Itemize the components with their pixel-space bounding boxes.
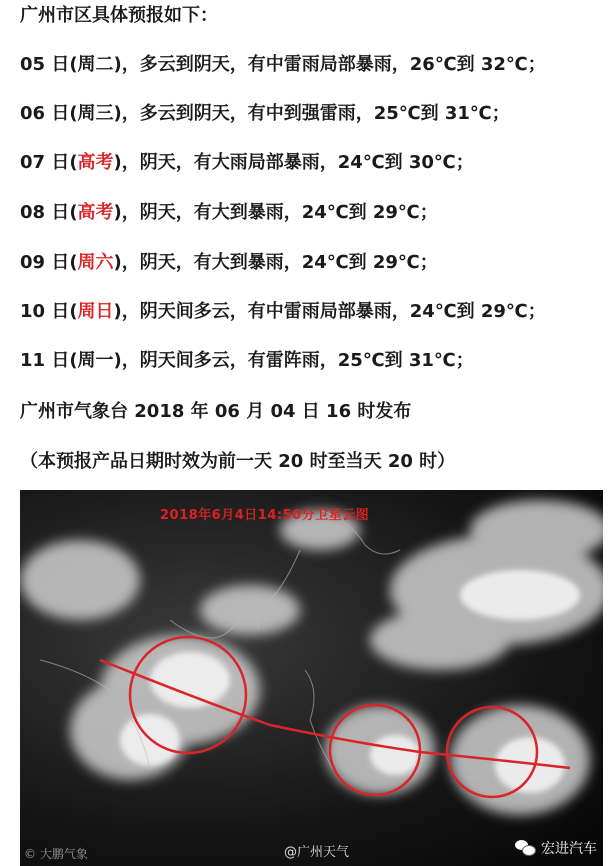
forecast-weekday: 高考 xyxy=(77,152,114,173)
forecast-detail: )，多云到阴天，有中到强雷雨，25℃到 31℃； xyxy=(113,103,510,124)
watermark-left: © 大鹏气象 xyxy=(24,847,88,861)
forecast-weekday: 高考 xyxy=(77,202,114,223)
forecast-weekday: 周二 xyxy=(77,54,114,75)
forecast-line xyxy=(20,201,438,225)
forecast-date: 09 日( xyxy=(20,252,78,273)
forecast-detail: )，阴天间多云，有雷阵雨，25℃到 31℃； xyxy=(113,350,474,371)
page-title: 广州市区具体预报如下： xyxy=(20,5,218,26)
watermark-right-label: 宏进汽车 xyxy=(541,841,597,857)
forecast-line xyxy=(20,53,546,77)
issuer-line: 广州市气象台 2018 年 06 月 04 日 16 时发布 xyxy=(20,401,412,422)
forecast-weekday: 周六 xyxy=(77,252,114,273)
forecast-line xyxy=(20,151,474,175)
forecast-date: 06 日( xyxy=(20,103,78,124)
satellite-cloud-image xyxy=(20,490,603,866)
forecast-weekday: 周三 xyxy=(77,103,114,124)
validity-note: （本预报产品日期时效为前一天 20 时至当天 20 时） xyxy=(20,451,456,472)
watermark-right xyxy=(515,838,597,858)
forecast-line xyxy=(20,300,546,324)
forecast-detail: )，阴天，有大到暴雨，24℃到 29℃； xyxy=(113,252,438,273)
forecast-detail: )，阴天，有大雨局部暴雨，24℃到 30℃； xyxy=(113,152,474,173)
forecast-date: 11 日( xyxy=(20,350,78,371)
forecast-detail: )，阴天，有大到暴雨，24℃到 29℃； xyxy=(113,202,438,223)
forecast-date: 07 日( xyxy=(20,152,78,173)
forecast-date: 08 日( xyxy=(20,202,78,223)
satellite-graphic xyxy=(20,490,603,866)
forecast-date: 05 日( xyxy=(20,54,78,75)
forecast-date: 10 日( xyxy=(20,301,78,322)
forecast-weekday: 周日 xyxy=(77,301,114,322)
forecast-line xyxy=(20,349,474,373)
watermark-center: @广州天气 xyxy=(284,845,350,860)
forecast-line xyxy=(20,251,438,275)
forecast-weekday: 周一 xyxy=(77,350,114,371)
forecast-detail: )，阴天间多云，有中雷雨局部暴雨，24℃到 29℃； xyxy=(113,301,546,322)
wechat-icon xyxy=(515,840,535,856)
forecast-detail: )，多云到阴天，有中雷雨局部暴雨，26℃到 32℃； xyxy=(113,54,546,75)
satellite-title: 2018年6月4日14:50分卫星云图 xyxy=(160,508,370,523)
forecast-line xyxy=(20,102,510,126)
